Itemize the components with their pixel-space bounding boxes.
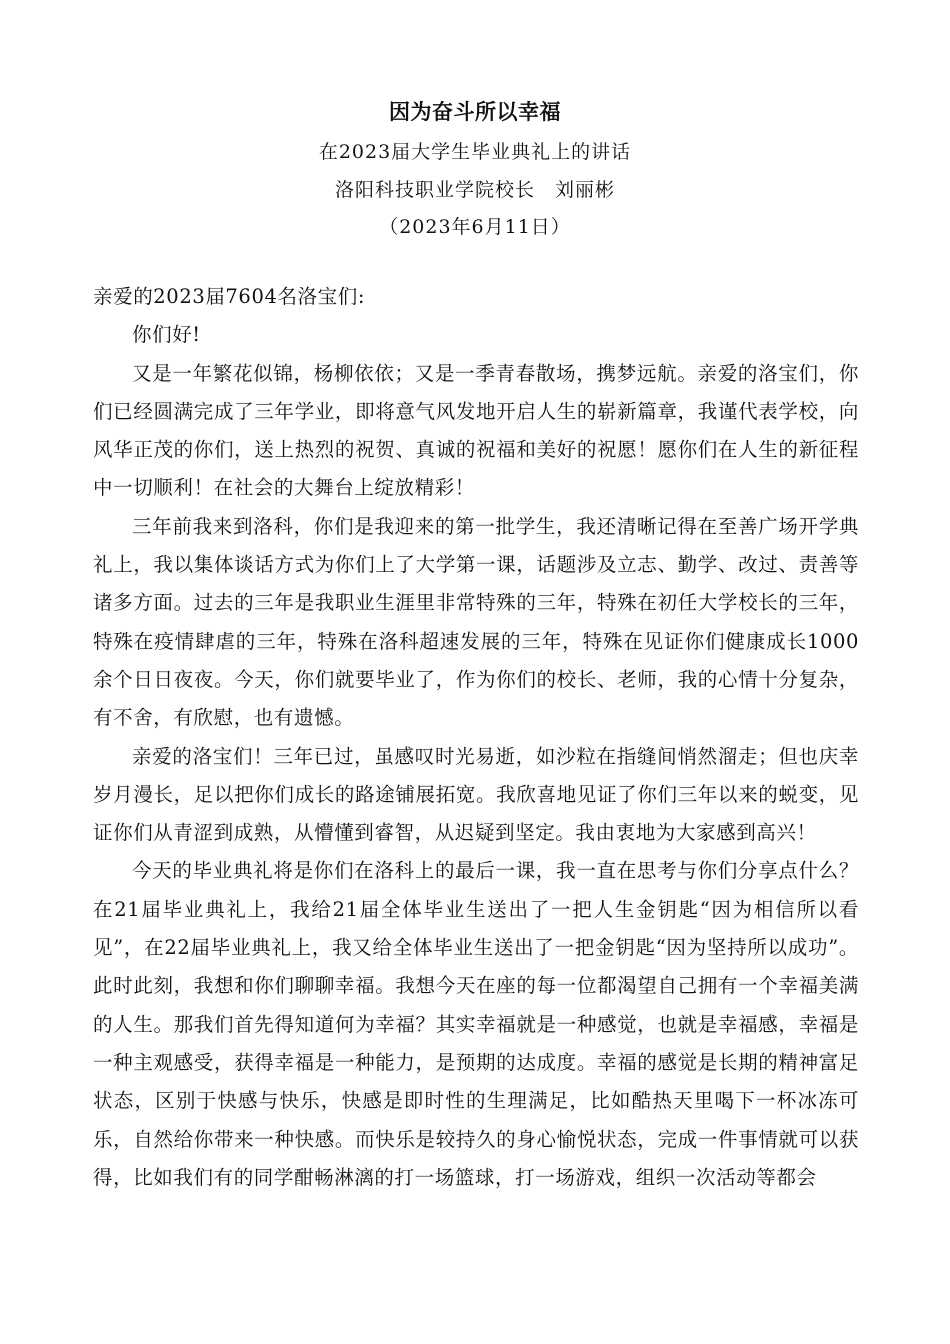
document-subtitle: 在2023届大学生毕业典礼上的讲话 [318,141,632,163]
paragraph-4: 今天的毕业典礼将是你们在洛科上的最后一课，我一直在思考与你们分享点什么？在21届毕业典礼上，我给21届全体毕业生送出了一把人生金钥匙“因为相信所以看见”，在22届毕业典礼上，我又给全体毕业生送出了一把金钥匙“因为坚持所以成功”。此时此刻，我想和你们聊聊幸福。我想今天在座的每一位都渴望自己拥有一个幸福美满的人生。那我们首先得知道何为幸福？其实幸福就是一种感觉，也就是幸福感，幸福是一种主观感受，获得幸福是一种能力，是预期的达成度。幸福的感觉是长期的精神富足状态，区别于快感与快乐，快感是即时性的生理满足，比如酷热天里喝下一杯冰冻可乐，自然给你带来一种快感。而快乐是较持久的身心愉悦状态，完成一件事情就可以获得，比如我们有的同学酣畅淋漓的打一场篮球，打一场游戏，组织一次活动等都会 [93,859,859,1189]
greeting: 你们好! [132,323,201,347]
paragraph-1: 又是一年繁花似锦，杨柳依依；又是一季青春散场，携梦远航。亲爱的洛宝们，你们已经圆满完成了三年学业，即将意气风发地开启人生的崭新篇章，我谨代表学校，向风华正茂的你们，送上热烈的祝贺、真诚的祝福和美好的祝愿！愿你们在人生的新征程中一切顺利！在社会的大舞台上绽放精彩！ [93,361,859,500]
speaker-line: 洛阳科技职业学院校长 刘丽彬 [334,179,615,201]
salutation: 亲爱的2023届7604名洛宝们: [93,285,366,308]
speech-body [93,278,859,1197]
speech-date: （2023年6月11日） [379,216,571,238]
paragraph-2: 三年前我来到洛科，你们是我迎来的第一批学生，我还清晰记得在至善广场开学典礼上，我以集体谈话方式为你们上了大学第一课，话题涉及立志、勤学、改过、责善等诸多方面。过去的三年是我职业生涯里非常特殊的三年，特殊在初任大学校长的三年，特殊在疫情肆虐的三年，特殊在洛科超速发展的三年，特殊在见证你们健康成长1000余个日日夜夜。今天，你们就要毕业了，作为你们的校长、老师，我的心情十分复杂，有不舍，有欣慰，也有遗憾。 [93,514,859,730]
paragraph-3: 亲爱的洛宝们！三年已过，虽感叹时光易逝，如沙粒在指缝间悄然溜走；但也庆幸岁月漫长，足以把你们成长的路途铺展拓宽。我欣喜地见证了你们三年以来的蜕变，见证你们从青涩到成熟，从懵懂到睿智，从迟疑到坚定。我由衷地为大家感到高兴！ [93,744,859,845]
document-title: 因为奋斗所以幸福 [389,99,561,124]
